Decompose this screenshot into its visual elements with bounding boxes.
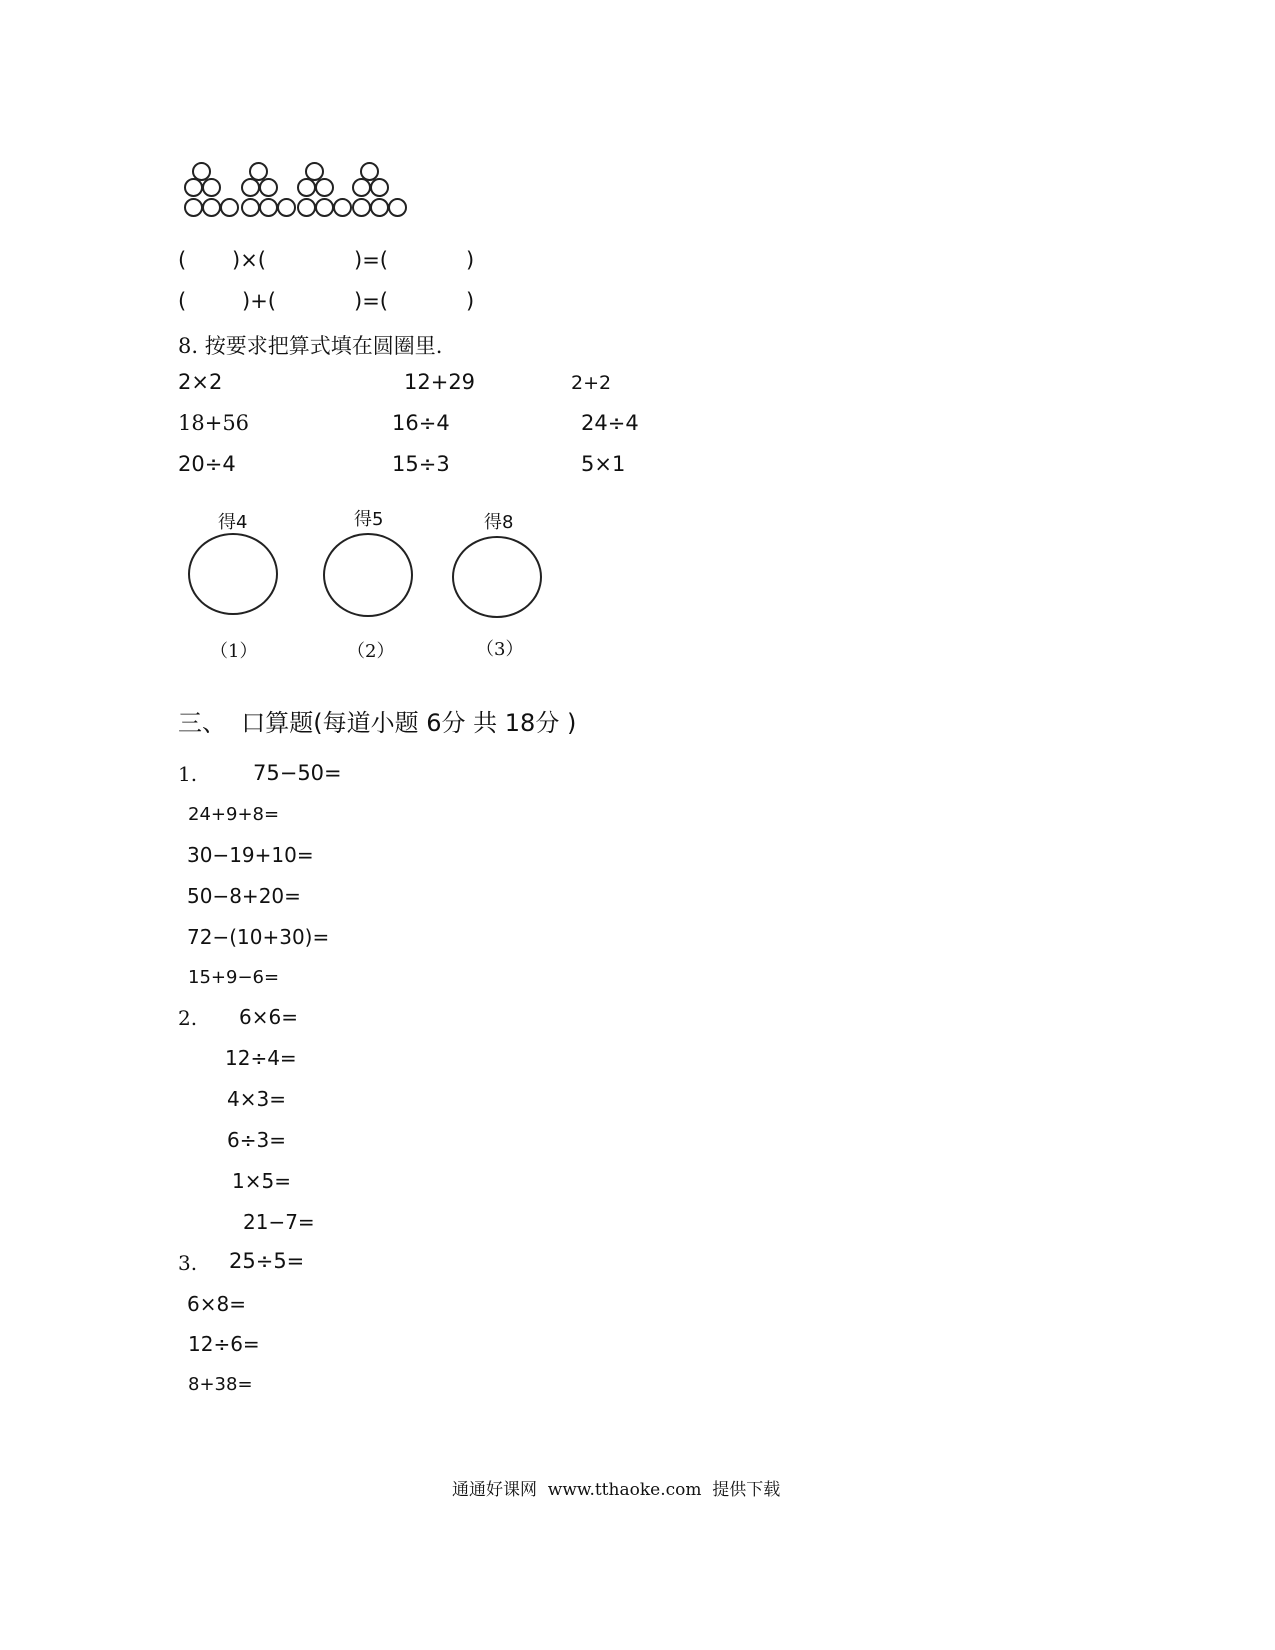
math-item: 72−(10+30)= <box>187 925 330 949</box>
blank-times: )×( <box>232 248 266 272</box>
figure-circle <box>352 198 371 217</box>
expression: 2+2 <box>571 372 612 394</box>
answer-circle-shape <box>452 536 542 618</box>
figure-circle <box>297 198 316 217</box>
figure-circle <box>259 178 278 197</box>
math-item: 75−50= <box>253 761 342 785</box>
math-item: 12÷6= <box>188 1332 260 1356</box>
answer-circle-shape <box>323 533 413 617</box>
figure-circle <box>333 198 352 217</box>
math-item: 24+9+8= <box>188 804 280 825</box>
group-number: 3. <box>178 1251 198 1275</box>
figure-circle <box>370 198 389 217</box>
figure-circle <box>297 178 316 197</box>
expression: 5×1 <box>581 452 626 476</box>
expression: 24÷4 <box>581 411 639 435</box>
expression: 18+56 <box>178 411 250 435</box>
math-item: 8+38= <box>188 1374 253 1395</box>
section3-heading: 三、 口算题(每道小题 6分 共 18分 ) <box>178 709 577 737</box>
blank-close: ) <box>466 289 475 313</box>
question8-title: 8. 按要求把算式填在圆圈里. <box>178 334 443 358</box>
expression: 15÷3 <box>392 452 450 476</box>
figure-circle <box>315 178 334 197</box>
math-item: 1×5= <box>232 1169 291 1193</box>
math-item: 6×8= <box>187 1292 246 1316</box>
math-item: 6×6= <box>239 1005 298 1029</box>
blank-equals: )=( <box>354 248 388 272</box>
expression: 2×2 <box>178 370 223 394</box>
blank-equals: )=( <box>354 289 388 313</box>
figure-circle <box>259 198 278 217</box>
group-number: 1. <box>178 762 198 786</box>
figure-circle <box>277 198 296 217</box>
math-item: 4×3= <box>227 1087 286 1111</box>
circle-label: 得4 <box>218 512 248 533</box>
expression: 12+29 <box>404 370 476 394</box>
circle-number: （2） <box>347 641 395 662</box>
math-item: 6÷3= <box>227 1128 286 1152</box>
expression: 16÷4 <box>392 411 450 435</box>
circle-number: （1） <box>210 641 258 662</box>
blank-close: ) <box>466 248 475 272</box>
math-item: 25÷5= <box>229 1249 305 1273</box>
circle-label: 得8 <box>484 512 514 533</box>
blank-open: ( <box>178 248 187 272</box>
figure-circle <box>370 178 389 197</box>
circle-number: （3） <box>476 639 524 660</box>
figure-circle <box>220 198 239 217</box>
expression: 20÷4 <box>178 452 236 476</box>
figure-circle <box>184 178 203 197</box>
figure-circle <box>388 198 407 217</box>
math-item: 15+9−6= <box>188 967 280 988</box>
math-item: 30−19+10= <box>187 843 314 867</box>
answer-circle-shape <box>188 533 278 615</box>
figure-circle <box>184 198 203 217</box>
circle-label: 得5 <box>354 509 384 530</box>
math-item: 21−7= <box>243 1210 315 1234</box>
group-number: 2. <box>178 1006 198 1030</box>
blank-open: ( <box>178 289 187 313</box>
figure-circle <box>202 178 221 197</box>
figure-circle <box>241 198 260 217</box>
math-item: 50−8+20= <box>187 884 301 908</box>
blank-plus: )+( <box>242 289 276 313</box>
footer-credit: 通通好课网 www.tthaoke.com 提供下载 <box>452 1480 781 1500</box>
figure-circle <box>202 198 221 217</box>
circle-groups-figure <box>180 158 405 223</box>
math-item: 12÷4= <box>225 1046 297 1070</box>
figure-circle <box>241 178 260 197</box>
figure-circle <box>315 198 334 217</box>
figure-circle <box>352 178 371 197</box>
